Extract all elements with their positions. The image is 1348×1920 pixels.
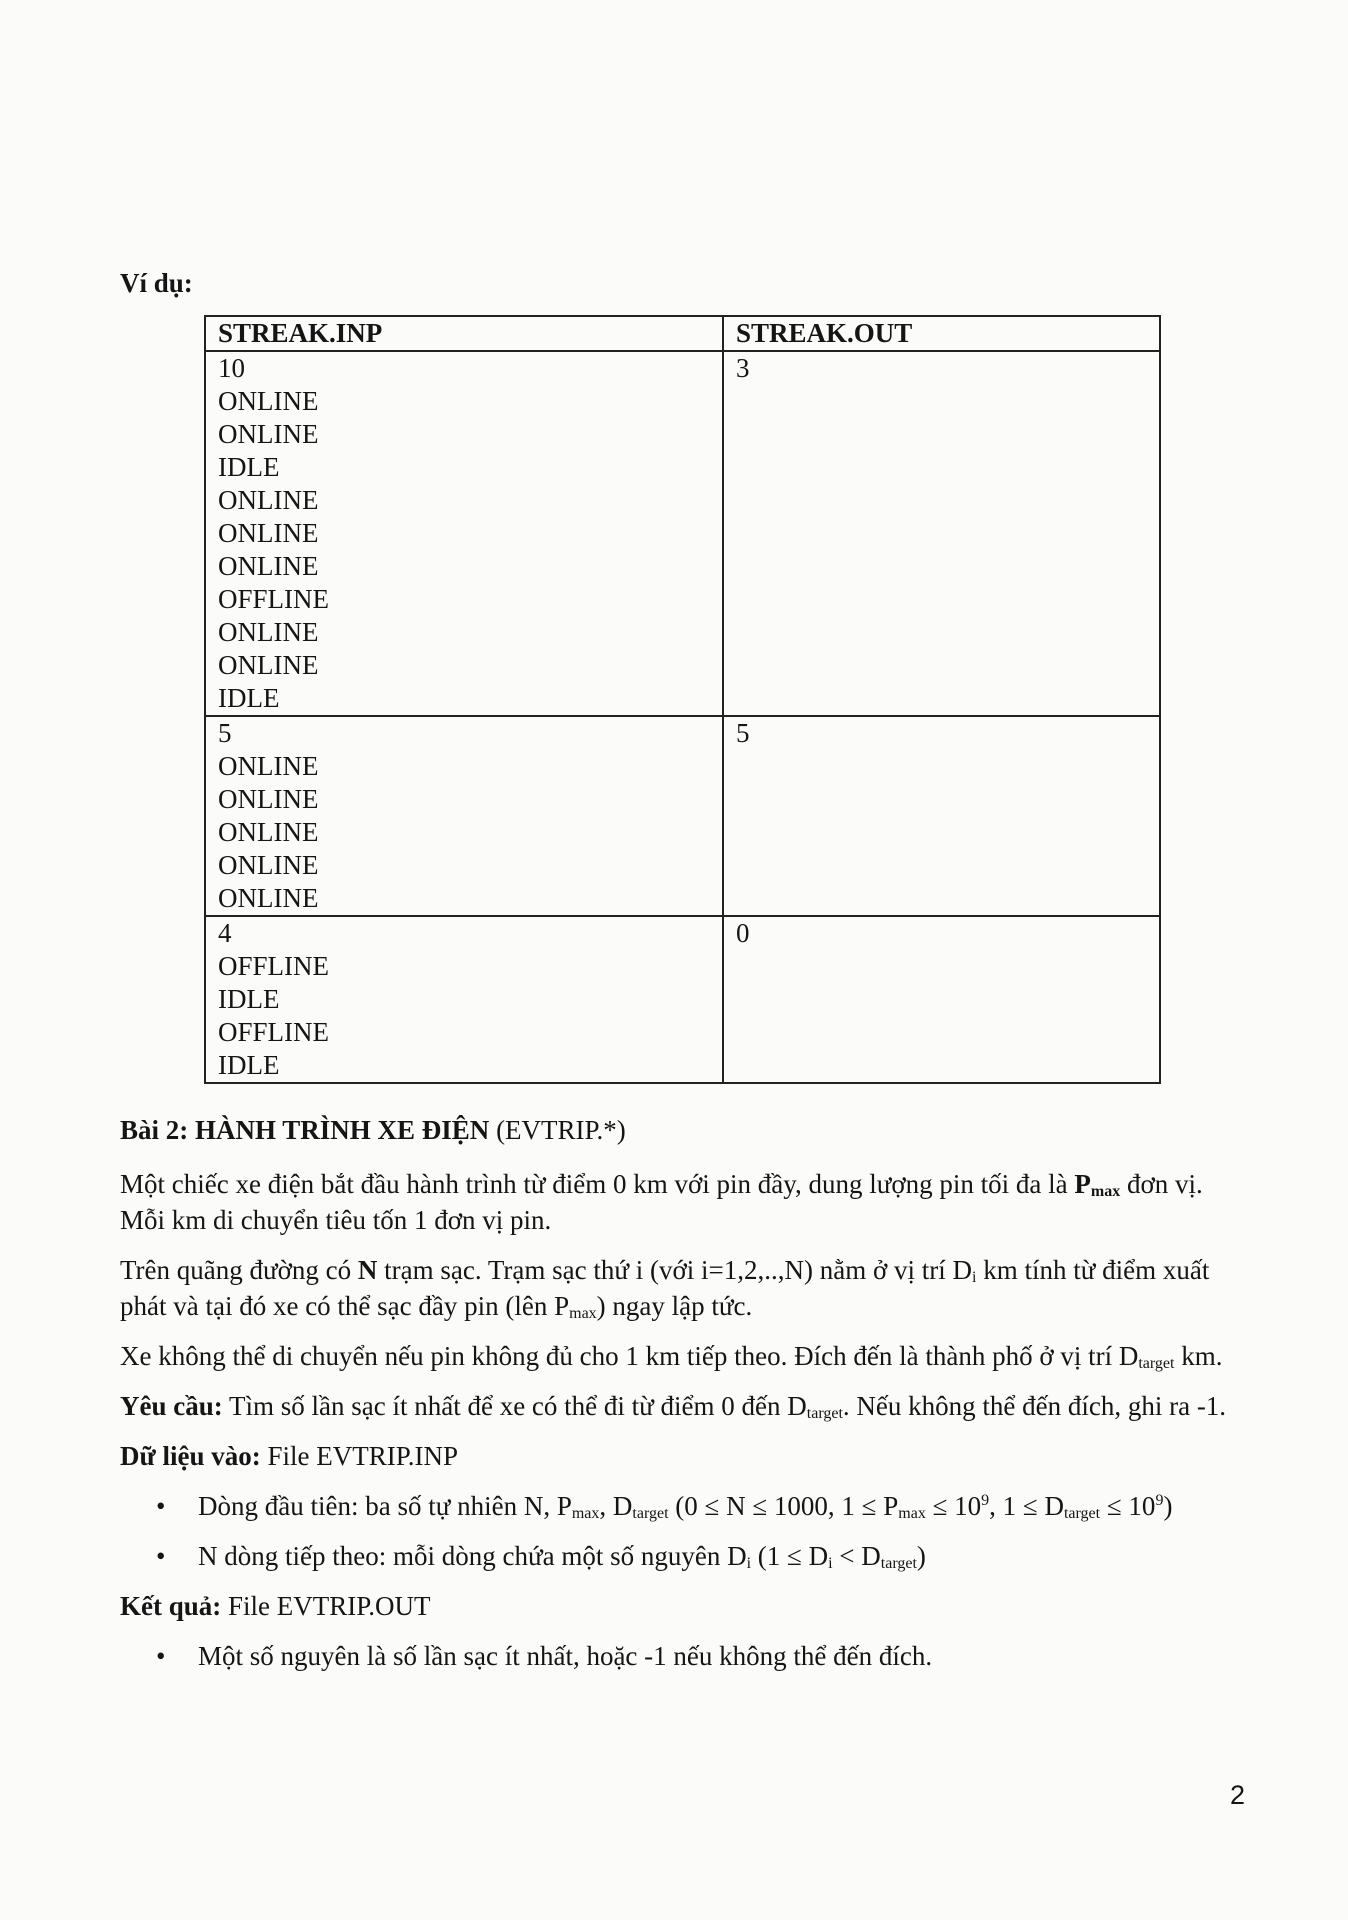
table-row [205,916,1160,1083]
table-row [205,716,1160,916]
input-line: ONLINE [218,386,319,416]
paragraph-battery: Một chiếc xe điện bắt đầu hành trình từ điểm 0 km với pin đầy, dung lượng pin tối đa là $P_{max}$ đơn vị. Mỗi km di chuyển tiêu tốn 1 đơn vị pin. [120,1169,1203,1235]
input-line: 5 [218,718,232,748]
input-line: 10 [218,353,245,383]
problem-statement [120,1112,1250,1688]
input-line: ONLINE [218,551,319,581]
input-line: 4 [218,918,232,948]
output-cell [723,916,1160,1083]
paragraph-target: Xe không thể di chuyển nếu pin không đủ cho 1 km tiếp theo. Đích đến là thành phố ở vị trí $D_{target}$ km. [120,1341,1223,1372]
input-line: IDLE [218,984,280,1014]
paragraph-stations: Trên quãng đường có N trạm sạc. Trạm sạc thứ i (với i=1,2,..,N) nằm ở vị trí $D_i$ km tính từ điểm xuất phát và tại đó xe có thể sạc đầy pin (lên $P_{max}$) ngay lập tức. [120,1255,1210,1322]
table-row [205,351,1160,716]
page-number: 2 [1230,1780,1246,1810]
problem-title: Bài 2: HÀNH TRÌNH XE ĐIỆN (EVTRIP.*) [120,1115,626,1145]
input-line: ONLINE [218,751,319,781]
input-cell [205,916,723,1083]
input-line: IDLE [218,1050,280,1080]
input-line: IDLE [218,452,280,482]
input-line: IDLE [218,683,280,713]
input-line: ONLINE [218,850,319,880]
output-cell [723,351,1160,716]
input-line: ONLINE [218,817,319,847]
input-line: ONLINE [218,419,319,449]
paragraph-requirement: Yêu cầu: Tìm số lần sạc ít nhất để xe có thể đi từ điểm 0 đến $D_{target}$. Nếu không thể đến đích, ghi ra -1. [120,1391,1227,1422]
input-line: ONLINE [218,485,319,515]
output-value: 3 [736,353,750,383]
input-line: ONLINE [218,518,319,548]
output-spec-list [120,1638,1250,1674]
input-line: ONLINE [218,784,319,814]
input-section-heading: Dữ liệu vào: File EVTRIP.INP [120,1441,458,1471]
input-line: ONLINE [218,617,319,647]
input-line: ONLINE [218,650,319,680]
example-label: Ví dụ: [120,268,193,298]
input-cell [205,351,723,716]
input-line: ONLINE [218,883,319,913]
list-item: • Một số nguyên là số lần sạc ít nhất, hoặc -1 nếu không thể đến đích. [198,1638,1250,1674]
output-file-header: STREAK.OUT [723,316,1160,351]
input-cell [205,716,723,916]
table-header-row [205,316,1160,351]
example-io-table [204,315,1161,1084]
input-line: OFFLINE [218,951,330,981]
input-line: OFFLINE [218,584,330,614]
output-section-heading: Kết quả: File EVTRIP.OUT [120,1591,431,1621]
list-item: • N dòng tiếp theo: mỗi dòng chứa một số nguyên $D_i$ $(1 \le D_i < D_{target})$ [198,1538,1250,1574]
output-value: 0 [736,918,750,948]
input-spec-list [120,1488,1250,1574]
list-item: • Dòng đầu tiên: ba số tự nhiên N, $P_{max}$, $D_{target}$ (0 ≤ N ≤ 1000, $1 \le P_{max} \le 10^9$, $1 \le D_{target} \le 10^9$) [198,1488,1250,1524]
output-value: 5 [736,718,750,748]
input-line: OFFLINE [218,1017,330,1047]
input-file-header: STREAK.INP [205,316,723,351]
output-cell [723,716,1160,916]
